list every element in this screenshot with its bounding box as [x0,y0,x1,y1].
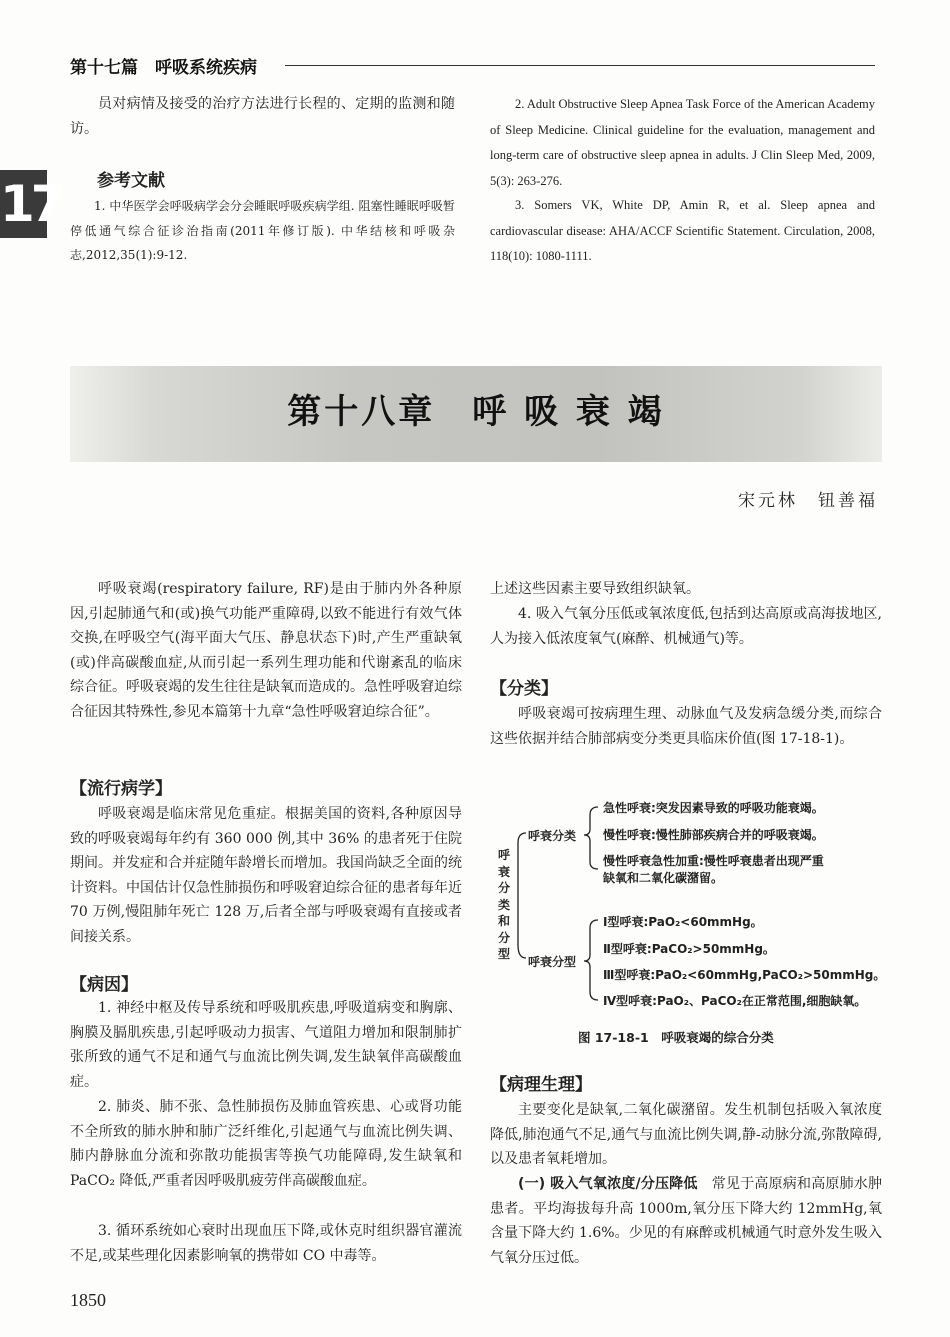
figure-caption: 图 17-18-1 呼吸衰竭的综合分类 [578,1030,774,1045]
etiology-item-1: 1. 神经中枢及传导系统和呼吸肌疾患,呼吸道病变和胸廓、胸膜及膈肌疾患,引起呼吸动力损害、气道阻力增加和限制肺扩张所致的通气不足和通气与血流比例失调,发生缺氧伴高碳酸血症。 [70,1000,462,1090]
reference-item: 2. Adult Obstructive Sleep Apnea Task Force of the American Academy of Sleep Medicine. Clinical guideline for the evaluation, management and long-term care of obstructive sleep apnea in adults. J Clin Sleep Med, 2009, 5(3): 263-276. [490,97,875,188]
section-heading-classification: 【分类】 [490,679,558,699]
chapter-title: 第十八章 呼 吸 衰 竭 [287,392,665,432]
epidemiology-paragraph: 呼吸衰竭是临床常见危重症。根据美国的资料,各种原因导致的呼吸衰竭每年约有 360 000 例,其中 36% 的患者死于住院期间。并发症和合并症随年龄增长而增加。我国尚缺乏全面的统计资料。中国估计仅急性肺损伤和呼吸窘迫综合征的患者每年近 70 万例,慢阻肺年死亡 128 万,后者全部与呼吸衰竭有直接或者间接关系。 [70,806,462,945]
diagram-leaf: Ⅱ型呼衰:PaCO₂>50mmHg。 [603,942,775,956]
diagram-leaf: 慢性呼衰急性加重:慢性呼衰患者出现严重 [603,854,824,868]
intro-paragraph: 呼吸衰竭(respiratory failure, RF)是由于肺内外各种原因,引起肺通气和(或)换气功能严重障碍,以致不能进行有效气体交换,在呼吸空气(海平面大气压、静息状态下)时,产生严重缺氧(或)伴高碳酸血症,从而引起一系列生理功能和代谢紊乱的临床综合征。呼吸衰竭的发生往往是缺氧而造成的。急性呼吸窘迫综合征因其特殊性,参见本篇第十九章“急性呼吸窘迫综合征”。 [70,581,462,720]
classification-diagram [490,795,886,1020]
reference-item: 3. Somers VK, White DP, Amin R, et al. Sleep apnea and cardiovascular disease: AHA/ACCF Scientific Statement. Circulation, 2008, 118(10): 1080-1111. [490,198,875,263]
etiology-item-2: 2. 肺炎、肺不张、急性肺损伤及肺血管疾患、心或肾功能不全所致的肺水肿和肺广泛纤维化,引起通气与血流比例失调、肺内静脉血分流和弥散功能损害等换气功能障碍,发生缺氧和 PaCO₂ 降低,严重者因呼吸肌疲劳伴高碳酸血症。 [70,1099,462,1189]
diagram-branch-classification: 呼衰分类 [528,829,577,843]
diagram-root-label: 呼衰分类和分型 [497,848,510,961]
continued-paragraph: 员对病情及接受的治疗方法进行长程的、定期的监测和随访。 [70,96,455,137]
running-header: 第十七篇 呼吸系统疾病 [70,58,257,78]
subsection-text: 常见于高原病和高原肺水肿患者。平均海拔每升高 1000m,氧分压下降大约 12mmHg,氧含量下降大约 1.6%。少见的有麻醉或机械通气时意外发生吸入气氧分压过低。 [490,1176,882,1266]
reference-item: 1. 中华医学会呼吸病学会分会睡眠呼吸疾病学组. 阻塞性睡眠呼吸暂停低通气综合征诊治指南(2011年修订版). 中华结核和呼吸杂志,2012,35(1):9-12. [70,199,455,263]
references-heading: 参考文献 [97,171,165,191]
part-badge: 17 [0,170,47,238]
diagram-branch-typing: 呼衰分型 [528,955,577,969]
section-heading-pathophysiology: 【病理生理】 [490,1075,592,1095]
continued-paragraph: 上述这些因素主要导致组织缺氧。 [490,581,700,597]
etiology-item-4: 4. 吸入气氧分压低或氧浓度低,包括到达高原或高海拔地区,人为接入低浓度氧气(麻醉、机械通气)等。 [490,606,882,647]
diagram-leaf: 缺氧和二氧化碳潴留。 [603,871,724,885]
section-heading-etiology: 【病因】 [70,975,138,995]
page-number: 1850 [70,1290,106,1310]
subsection-heading: (一) 吸入气氧浓度/分压降低 [518,1176,698,1192]
diagram-leaf: 慢性呼衰:慢性肺部疾病合并的呼吸衰竭。 [603,828,824,842]
subsection-paragraph [490,1172,882,1270]
classification-paragraph: 呼吸衰竭可按病理生理、动脉血气及发病急缓分类,而综合这些依据并结合肺部病变分类更具临床价值(图 17-18-1)。 [490,706,882,747]
etiology-item-3: 3. 循环系统如心衰时出现血压下降,或休克时组织器官灌流不足,或某些理化因素影响氧的携带如 CO 中毒等。 [70,1223,462,1264]
diagram-leaf: Ⅰ型呼衰:PaO₂<60mmHg。 [603,915,763,929]
diagram-leaf: Ⅳ型呼衰:PaO₂、PaCO₂在正常范围,细胞缺氧。 [603,994,867,1008]
diagram-leaf: Ⅲ型呼衰:PaO₂<60mmHg,PaCO₂>50mmHg。 [603,968,886,982]
pathophysiology-paragraph: 主要变化是缺氧,二氧化碳潴留。发生机制包括吸入氧浓度降低,肺泡通气不足,通气与血流比例失调,静-动脉分流,弥散障碍,以及患者氧耗增加。 [490,1102,882,1167]
header-rule [285,65,875,66]
chapter-authors: 宋元林 钮善福 [738,491,878,511]
section-heading-epidemiology: 【流行病学】 [70,779,172,799]
diagram-leaf: 急性呼衰:突发因素导致的呼吸功能衰竭。 [603,801,824,815]
